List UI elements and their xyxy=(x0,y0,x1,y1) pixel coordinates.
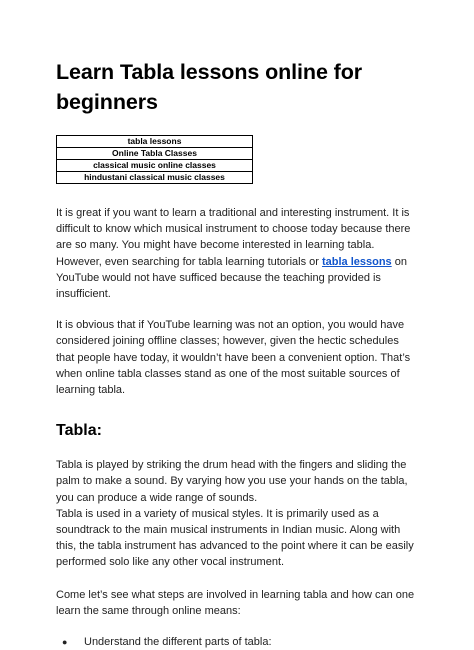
tabla-lessons-link[interactable]: tabla lessons xyxy=(321,255,392,268)
keywords-table xyxy=(56,135,253,184)
keyword-cell: Online Tabla Classes xyxy=(57,148,253,160)
tabla-paragraph-1: Tabla is played by striking the drum head with the fingers and sliding the palm to make a sound. By varying how you use your hands on the tabla, you can produce a wide range of sounds. xyxy=(56,459,408,504)
keyword-cell: classical music online classes xyxy=(57,160,253,172)
bullet-icon: ● xyxy=(62,637,68,648)
table-row xyxy=(57,160,253,172)
table-row xyxy=(57,172,253,184)
paragraph-text: on YouTube would not have sufficed because the teaching provided is insufficient. xyxy=(56,255,407,301)
keyword-cell: tabla lessons xyxy=(57,136,253,148)
tabla-paragraph-2: Tabla is used in a variety of musical styles. It is primarily used as a soundtrack to the main musical instruments in Indian music. Along with this, the tabla instrument has advanced to the point where it can be easily performed solo like any other vocal instrument. xyxy=(56,507,414,569)
youtube-paragraph: It is obvious that if YouTube learning was not an option, you would have considered joining offline classes; however, given the hectic schedules that people have today, it wouldn’t have been a convenient option. That’s when online tabla classes stand as one of the most suitable sources of learning tabla. xyxy=(56,319,411,397)
paragraph-text: It is great if you want to learn a traditional and interesting instrument. It is difficult to know which musical instrument to choose today because there are so many. You might have become interested in learning tabla. However, even searching for tabla learning tutorials or xyxy=(56,207,411,268)
intro-paragraph xyxy=(56,205,418,302)
page-title: Learn Tabla lessons online for beginners xyxy=(56,60,363,114)
steps-intro-paragraph: Come let’s see what steps are involved in learning tabla and how can one learn the same through online means: xyxy=(56,588,415,617)
keyword-cell: hindustani classical music classes xyxy=(57,172,253,184)
section-heading: Tabla: xyxy=(56,422,102,440)
list-item xyxy=(56,634,418,650)
table-row xyxy=(57,148,253,160)
steps-list xyxy=(56,634,418,650)
list-item-text: Understand the different parts of tabla: xyxy=(84,636,272,649)
table-row xyxy=(57,136,253,148)
